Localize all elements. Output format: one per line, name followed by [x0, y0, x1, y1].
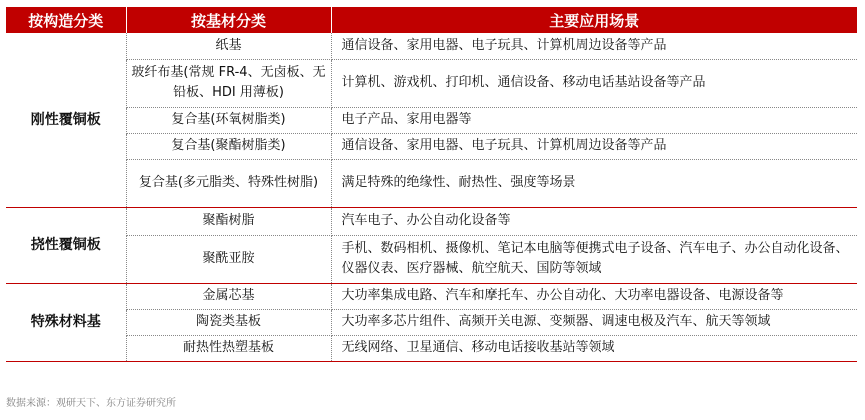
application-cell: 无线网络、卫星通信、移动电话接收基站等领域 [331, 335, 857, 361]
substrate-cell: 复合基(环氧树脂类) [126, 107, 331, 133]
substrate-cell: 聚酯树脂 [126, 207, 331, 235]
header-structure-category: 按构造分类 [6, 7, 126, 33]
application-cell: 通信设备、家用电器、电子玩具、计算机周边设备等产品 [331, 133, 857, 159]
classification-table [6, 7, 857, 362]
substrate-cell: 金属芯基 [126, 283, 331, 309]
source-note: 数据来源：观研天下、东方证券研究所 [6, 398, 176, 409]
table-row [6, 107, 857, 133]
table-row [6, 207, 857, 235]
table-row [6, 33, 857, 59]
application-cell: 计算机、游戏机、打印机、通信设备、移动电话基站设备等产品 [331, 59, 857, 107]
category-special-material: 特殊材料基 [6, 283, 126, 361]
header-application-scenarios: 主要应用场景 [331, 7, 857, 33]
substrate-cell: 聚酰亚胺 [126, 235, 331, 283]
application-cell: 电子产品、家用电器等 [331, 107, 857, 133]
substrate-cell: 复合基(多元脂类、特殊性树脂) [126, 159, 331, 207]
table-row [6, 235, 857, 283]
substrate-cell: 陶瓷类基板 [126, 309, 331, 335]
substrate-cell: 纸基 [126, 33, 331, 59]
application-cell: 通信设备、家用电器、电子玩具、计算机周边设备等产品 [331, 33, 857, 59]
table-row [6, 335, 857, 361]
category-flexible-ccl: 挠性覆铜板 [6, 207, 126, 283]
table-row [6, 59, 857, 107]
header-substrate-category: 按基材分类 [126, 7, 331, 33]
application-cell: 汽车电子、办公自动化设备等 [331, 207, 857, 235]
application-cell: 大功率集成电路、汽车和摩托车、办公自动化、大功率电器设备、电源设备等 [331, 283, 857, 309]
category-rigid-ccl: 刚性覆铜板 [6, 33, 126, 207]
substrate-cell: 玻纤布基(常规 FR-4、无卤板、无铅板、HDI 用薄板) [126, 59, 331, 107]
application-cell: 满足特殊的绝缘性、耐热性、强度等场景 [331, 159, 857, 207]
table-row [6, 133, 857, 159]
table-row [6, 309, 857, 335]
table-row [6, 159, 857, 207]
application-cell: 大功率多芯片组件、高频开关电源、变频器、调速电极及汽车、航天等领域 [331, 309, 857, 335]
application-cell: 手机、数码相机、摄像机、笔记本电脑等便携式电子设备、汽车电子、办公自动化设备、仪器仪表、医疗器械、航空航天、国防等领域 [331, 235, 857, 283]
substrate-cell: 耐热性热塑基板 [126, 335, 331, 361]
table-row [6, 283, 857, 309]
substrate-cell: 复合基(聚酯树脂类) [126, 133, 331, 159]
table-header-row [6, 7, 857, 33]
